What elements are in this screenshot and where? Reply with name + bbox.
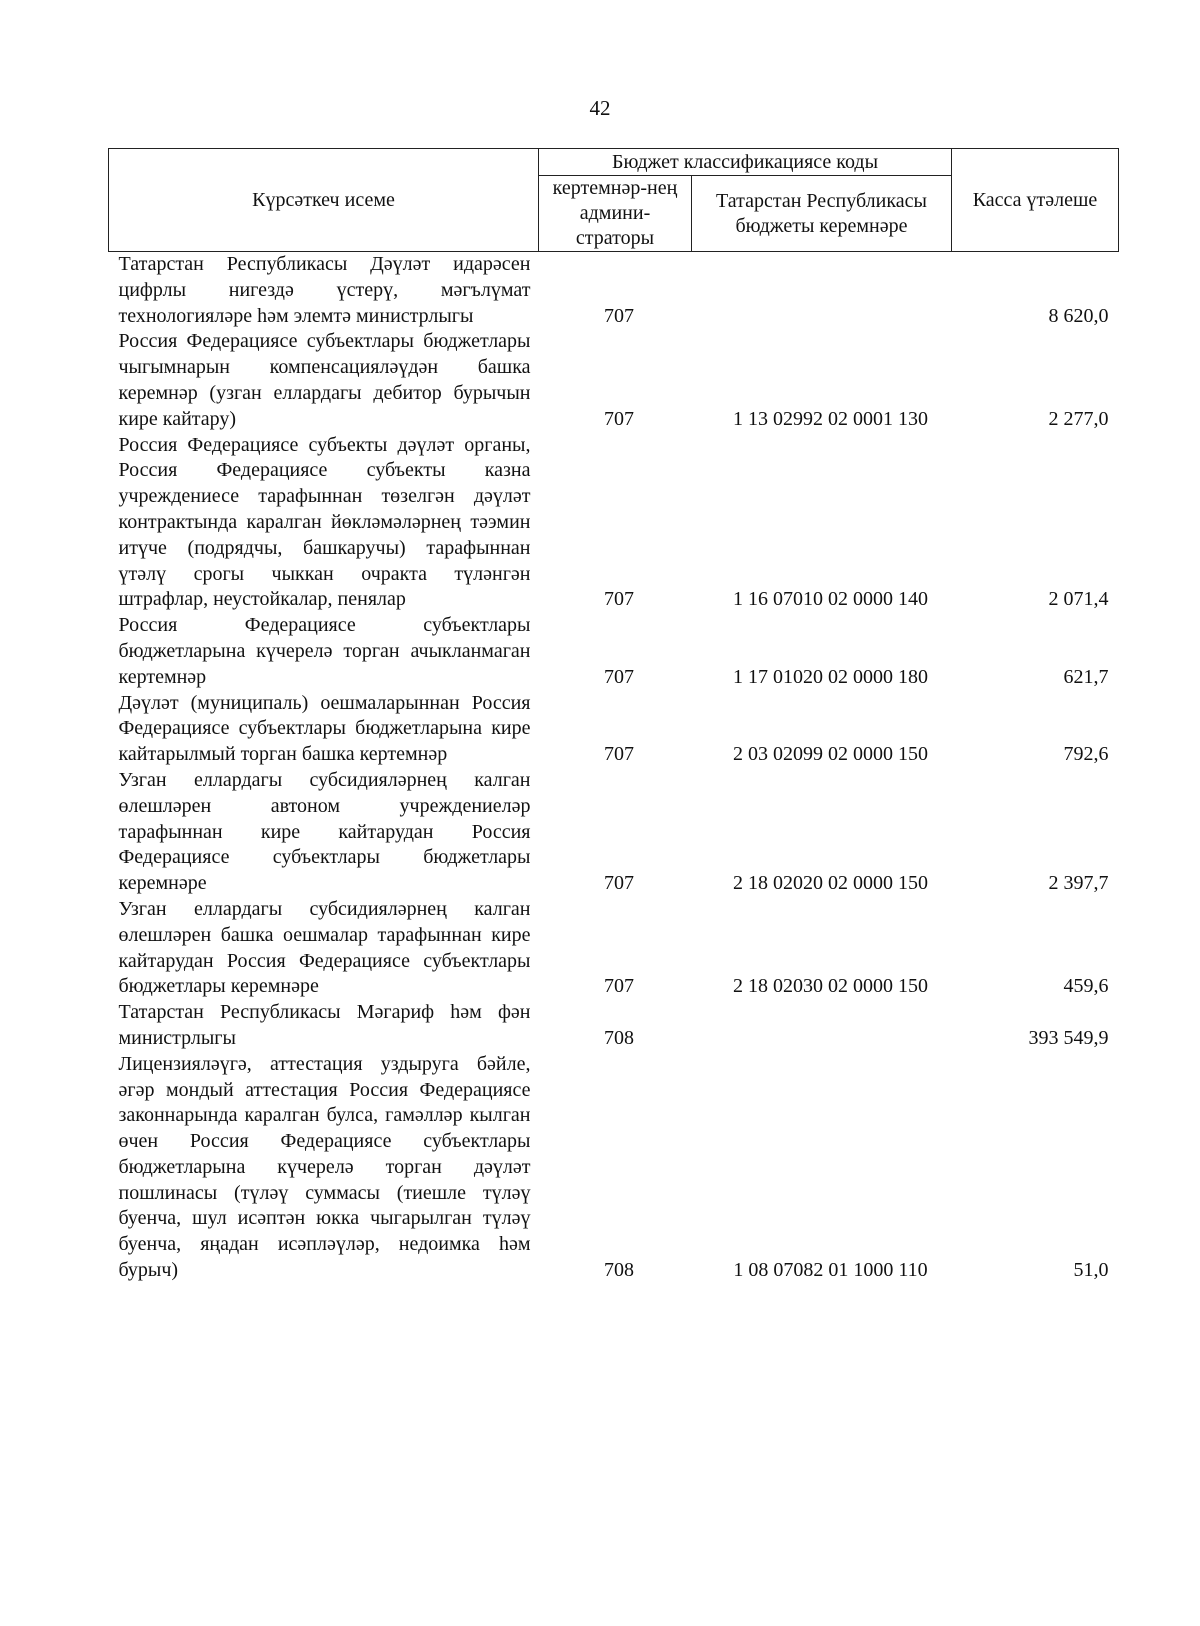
- row-name: Татарстан Республикасы Мәгариф һәм фән министрлыгы: [118, 1001, 531, 1049]
- header-admin: кертемнәр-нең админи-страторы: [539, 176, 692, 252]
- row-admin: 708: [604, 1259, 634, 1282]
- table-row: [109, 433, 1119, 614]
- row-code: 2 18 02030 02 0000 150: [733, 975, 928, 998]
- table-row: [109, 691, 1119, 768]
- table-row: [109, 897, 1119, 1000]
- table-header: [109, 149, 1119, 252]
- row-name: Узган еллардагы субсидияләрнең калган өлешләрен башка оешмалар тарафыннан кире кайтарудан Россия Федерациясе субъектлары бюджетлары керемнәре: [118, 897, 531, 998]
- row-admin: 707: [604, 743, 634, 766]
- table-row: [109, 1052, 1119, 1284]
- header-cash: Касса үтәлеше: [952, 149, 1119, 252]
- table-row: [109, 329, 1119, 432]
- row-admin: 707: [604, 665, 634, 688]
- row-name: Дәүләт (муниципаль) оешмаларыннан Россия Федерациясе субъектлары бюджетларына кире кайтарылмый торган башка кертемнәр: [118, 691, 531, 766]
- row-code: 2 03 02099 02 0000 150: [733, 743, 928, 766]
- row-name: Россия Федерациясе субъекты дәүләт органы, Россия Федерациясе субъекты казна учреждениесе тарафыннан төзелгән дәүләт контрактында каралган йөкләмәләрнең тәэмин итүче (подрядчы, башкаручы) тарафыннан үтәлү срогы чыккан очракта түләнгән штрафлар, неустойкалар, пенялар: [118, 433, 531, 611]
- row-amount: 51,0: [1073, 1259, 1109, 1282]
- row-code: 2 18 02020 02 0000 150: [733, 872, 928, 895]
- row-admin: 707: [604, 975, 634, 998]
- row-amount: 621,7: [1063, 665, 1109, 688]
- row-amount: 2 277,0: [1048, 407, 1109, 430]
- row-name: Россия Федерациясе субъектлары бюджетлары чыгымнарын компенсацияләүдән башка керемнәр (узган еллардагы дебитор бурычын кире кайтару): [118, 330, 531, 430]
- row-amount: 8 620,0: [1048, 304, 1109, 327]
- row-name: Татарстан Республикасы Дәүләт идарәсен цифрлы нигездә үстерү, мәгълүмат технологияләре һәм элемтә министрлыгы: [118, 253, 531, 327]
- table-body: [109, 252, 1119, 1284]
- budget-sheet: [108, 148, 1118, 1284]
- row-name: Узган еллардагы субсидияләрнең калган өлешләрен автоном учреждениеләр тарафыннан кире кайтарудан Россия Федерациясе субъектлары бюджетлары керемнәре: [118, 768, 531, 895]
- row-name: Лицензияләүгә, аттестация уздыруга бәйле, әгәр мондый аттестация Россия Федерациясе законнарында каралган булса, гамәлләр кылган өчен Россия Федерациясе субъектлары бюджетларына күчерелә торган дәүләт пошлинасы (түләү суммасы (тиешле түләү буенча, шул исәптән юкка чыгарылган түләү буенча, яңадан исәпләүләр, недоимка һәм бурыч): [118, 1052, 531, 1282]
- row-admin: 707: [604, 304, 634, 327]
- row-admin: 707: [604, 407, 634, 430]
- row-admin: 707: [604, 588, 634, 611]
- header-revenue: Татарстан Республикасы бюджеты керемнәре: [692, 176, 952, 252]
- page-number: 42: [589, 96, 611, 120]
- header-classification: Бюджет классификациясе коды: [539, 149, 952, 176]
- row-code: 1 13 02992 02 0001 130: [733, 407, 928, 430]
- row-amount: 393 549,9: [1028, 1026, 1109, 1049]
- budget-table: [108, 148, 1119, 1284]
- row-code: 1 16 07010 02 0000 140: [733, 588, 928, 611]
- row-admin: 707: [604, 872, 634, 895]
- row-amount: 2 071,4: [1048, 588, 1109, 611]
- table-row: [109, 768, 1119, 897]
- header-indicator: Күрсәткеч исеме: [109, 149, 539, 252]
- row-code: [692, 1000, 952, 1052]
- row-code: [692, 252, 952, 330]
- row-admin: 708: [604, 1026, 634, 1049]
- table-row: [109, 1000, 1119, 1052]
- table-row: [109, 613, 1119, 690]
- table-row: [109, 252, 1119, 330]
- row-name: Россия Федерациясе субъектлары бюджетларына күчерелә торган ачыкланмаган кертемнәр: [118, 614, 531, 688]
- row-code: 1 17 01020 02 0000 180: [733, 665, 928, 688]
- row-amount: 2 397,7: [1048, 872, 1109, 895]
- row-code: 1 08 07082 01 1000 110: [733, 1259, 928, 1282]
- row-amount: 792,6: [1063, 743, 1109, 766]
- row-amount: 459,6: [1063, 975, 1109, 998]
